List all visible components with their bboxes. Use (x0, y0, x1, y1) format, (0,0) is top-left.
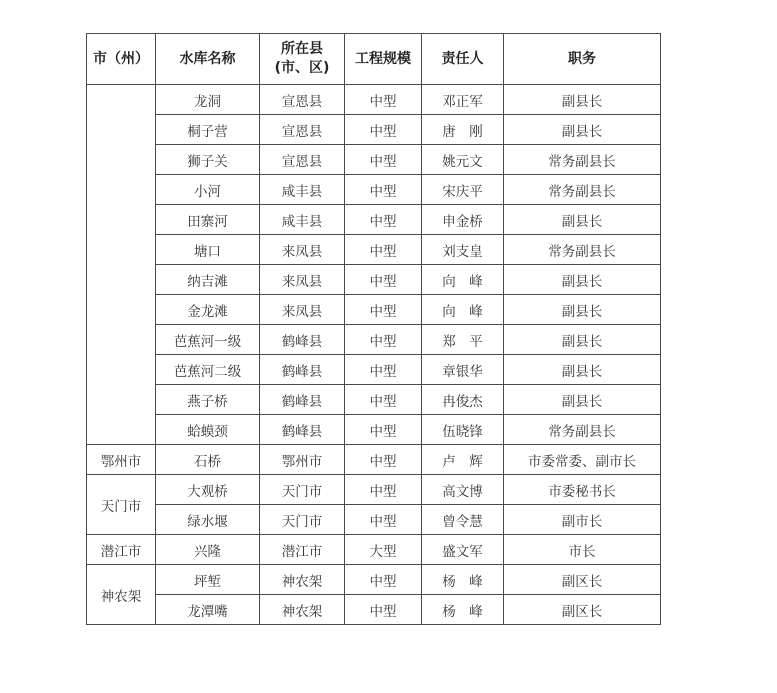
county-cell: 鹤峰县 (260, 385, 345, 415)
project-scale-cell: 中型 (345, 445, 422, 475)
table-row (87, 145, 661, 175)
responsible-person-cell: 邓正军 (422, 85, 504, 115)
responsible-person-cell: 姚元文 (422, 145, 504, 175)
position-cell: 副县长 (504, 115, 661, 145)
header-county-line2: (市、区) (274, 60, 330, 76)
table-row (87, 205, 661, 235)
county-cell: 鄂州市 (260, 445, 345, 475)
table-row (87, 85, 661, 115)
table-row (87, 265, 661, 295)
position-cell: 副县长 (504, 325, 661, 355)
position-cell: 副区长 (504, 595, 661, 625)
reservoir-name-cell: 绿水堰 (156, 505, 260, 535)
position-cell: 常务副县长 (504, 415, 661, 445)
reservoir-name-cell: 桐子营 (156, 115, 260, 145)
responsible-person-cell: 高文博 (422, 475, 504, 505)
position-cell: 市长 (504, 535, 661, 565)
header-row (87, 34, 661, 85)
county-cell: 宣恩县 (260, 115, 345, 145)
reservoir-name-cell: 芭蕉河一级 (156, 325, 260, 355)
county-cell: 天门市 (260, 505, 345, 535)
table-row (87, 355, 661, 385)
responsible-person-cell: 冉俊杰 (422, 385, 504, 415)
table-row (87, 565, 661, 595)
header-project-scale: 工程规模 (345, 34, 422, 85)
county-cell: 鹤峰县 (260, 325, 345, 355)
header-position: 职务 (504, 34, 661, 85)
county-cell: 鹤峰县 (260, 415, 345, 445)
city-cell: 神农架 (87, 565, 156, 625)
reservoir-name-cell: 坪堑 (156, 565, 260, 595)
reservoir-name-cell: 兴隆 (156, 535, 260, 565)
project-scale-cell: 中型 (345, 235, 422, 265)
county-cell: 神农架 (260, 595, 345, 625)
project-scale-cell: 中型 (345, 475, 422, 505)
position-cell: 市委秘书长 (504, 475, 661, 505)
position-cell: 常务副县长 (504, 145, 661, 175)
responsible-person-cell: 郑 平 (422, 325, 504, 355)
responsible-person-cell: 卢 辉 (422, 445, 504, 475)
table-row (87, 445, 661, 475)
header-responsible-person: 责任人 (422, 34, 504, 85)
responsible-person-cell: 章银华 (422, 355, 504, 385)
project-scale-cell: 中型 (345, 175, 422, 205)
county-cell: 潜江市 (260, 535, 345, 565)
reservoir-name-cell: 田寨河 (156, 205, 260, 235)
responsible-person-cell: 申金桥 (422, 205, 504, 235)
reservoir-name-cell: 纳吉滩 (156, 265, 260, 295)
position-cell: 常务副县长 (504, 175, 661, 205)
project-scale-cell: 中型 (345, 115, 422, 145)
project-scale-cell: 中型 (345, 385, 422, 415)
project-scale-cell: 中型 (345, 415, 422, 445)
county-cell: 宣恩县 (260, 145, 345, 175)
project-scale-cell: 中型 (345, 565, 422, 595)
position-cell: 副县长 (504, 295, 661, 325)
reservoir-name-cell: 狮子关 (156, 145, 260, 175)
reservoir-name-cell: 塘口 (156, 235, 260, 265)
reservoir-name-cell: 小河 (156, 175, 260, 205)
header-county (260, 34, 345, 85)
city-cell: 潜江市 (87, 535, 156, 565)
responsible-person-cell: 杨 峰 (422, 565, 504, 595)
responsible-person-cell: 盛文军 (422, 535, 504, 565)
table-row (87, 535, 661, 565)
position-cell: 常务副县长 (504, 235, 661, 265)
position-cell: 副县长 (504, 205, 661, 235)
project-scale-cell: 中型 (345, 85, 422, 115)
county-cell: 鹤峰县 (260, 355, 345, 385)
responsible-person-cell: 唐 刚 (422, 115, 504, 145)
responsible-person-cell: 刘支皇 (422, 235, 504, 265)
reservoir-name-cell: 金龙滩 (156, 295, 260, 325)
county-cell: 来凤县 (260, 295, 345, 325)
table-row (87, 475, 661, 505)
reservoir-name-cell: 龙潭嘴 (156, 595, 260, 625)
county-cell: 咸丰县 (260, 205, 345, 235)
responsible-person-cell: 杨 峰 (422, 595, 504, 625)
county-cell: 宣恩县 (260, 85, 345, 115)
table-row (87, 235, 661, 265)
table-row (87, 505, 661, 535)
position-cell: 市委常委、副市长 (504, 445, 661, 475)
header-county-line1: 所在县 (281, 41, 323, 57)
reservoir-name-cell: 石桥 (156, 445, 260, 475)
position-cell: 副县长 (504, 85, 661, 115)
project-scale-cell: 中型 (345, 265, 422, 295)
table-row (87, 115, 661, 145)
reservoir-name-cell: 蛤蟆颈 (156, 415, 260, 445)
position-cell: 副区长 (504, 565, 661, 595)
table-row (87, 595, 661, 625)
reservoir-name-cell: 燕子桥 (156, 385, 260, 415)
project-scale-cell: 中型 (345, 355, 422, 385)
responsible-person-cell: 向 峰 (422, 265, 504, 295)
table-body (87, 85, 661, 625)
position-cell: 副市长 (504, 505, 661, 535)
reservoir-responsibility-table (86, 33, 661, 625)
position-cell: 副县长 (504, 355, 661, 385)
city-cell: 天门市 (87, 475, 156, 535)
county-cell: 天门市 (260, 475, 345, 505)
project-scale-cell: 中型 (345, 145, 422, 175)
reservoir-name-cell: 龙洞 (156, 85, 260, 115)
header-city: 市（州） (87, 34, 156, 85)
position-cell: 副县长 (504, 265, 661, 295)
responsible-person-cell: 伍晓锋 (422, 415, 504, 445)
table-row (87, 325, 661, 355)
table-row (87, 415, 661, 445)
city-cell (87, 85, 156, 445)
table-row (87, 175, 661, 205)
responsible-person-cell: 向 峰 (422, 295, 504, 325)
project-scale-cell: 中型 (345, 595, 422, 625)
project-scale-cell: 大型 (345, 535, 422, 565)
county-cell: 来凤县 (260, 265, 345, 295)
table-row (87, 385, 661, 415)
project-scale-cell: 中型 (345, 325, 422, 355)
header-reservoir-name: 水库名称 (156, 34, 260, 85)
responsible-person-cell: 宋庆平 (422, 175, 504, 205)
table-row (87, 295, 661, 325)
reservoir-name-cell: 芭蕉河二级 (156, 355, 260, 385)
county-cell: 咸丰县 (260, 175, 345, 205)
position-cell: 副县长 (504, 385, 661, 415)
city-cell: 鄂州市 (87, 445, 156, 475)
project-scale-cell: 中型 (345, 205, 422, 235)
project-scale-cell: 中型 (345, 295, 422, 325)
county-cell: 来凤县 (260, 235, 345, 265)
project-scale-cell: 中型 (345, 505, 422, 535)
responsible-person-cell: 曾令慧 (422, 505, 504, 535)
county-cell: 神农架 (260, 565, 345, 595)
reservoir-name-cell: 大观桥 (156, 475, 260, 505)
